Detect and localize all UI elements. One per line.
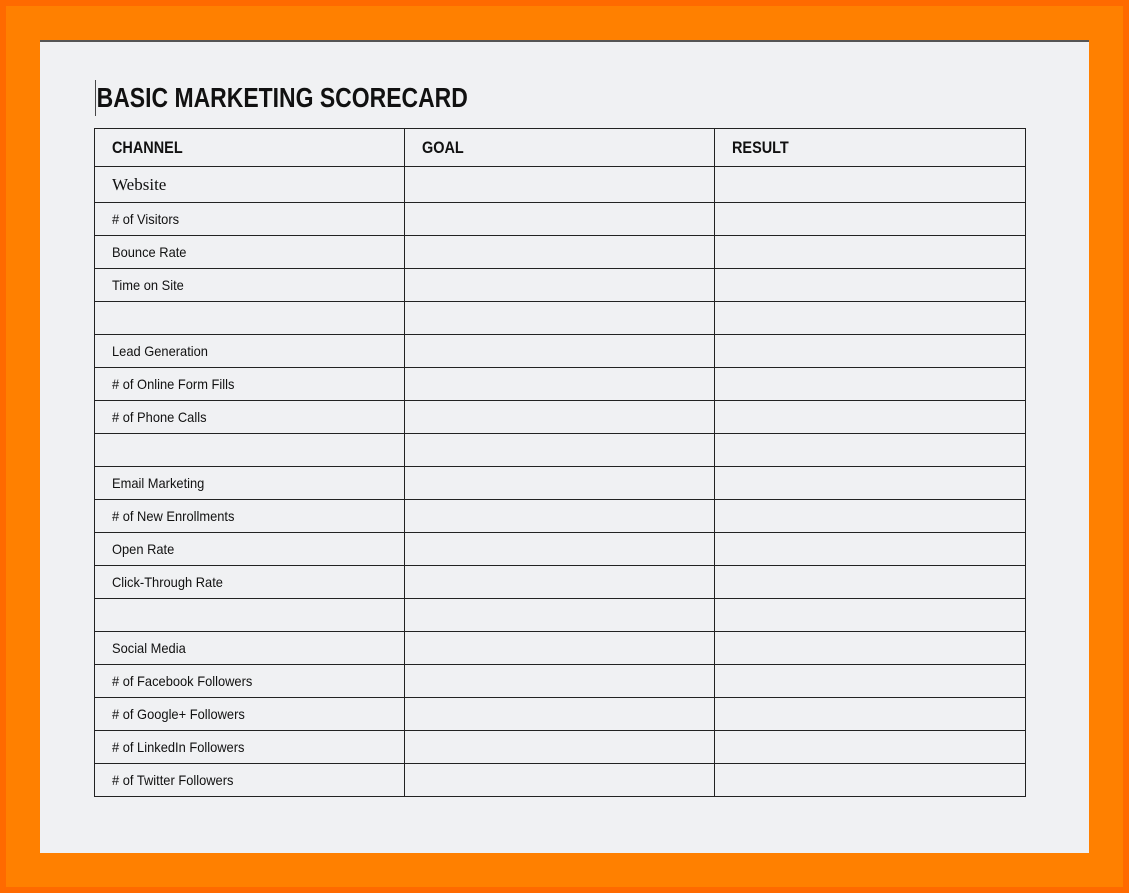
table-row bbox=[95, 599, 1026, 632]
table-row bbox=[95, 368, 1026, 401]
channel-cell bbox=[95, 599, 405, 632]
goal-cell[interactable] bbox=[405, 302, 715, 335]
result-cell[interactable] bbox=[715, 167, 1026, 203]
channel-cell bbox=[95, 167, 405, 203]
scorecard-table bbox=[94, 128, 1026, 797]
channel-text: # of New Enrollments bbox=[112, 508, 235, 524]
channel-cell bbox=[95, 698, 405, 731]
table-row bbox=[95, 566, 1026, 599]
result-cell[interactable] bbox=[715, 434, 1026, 467]
channel-text: Time on Site bbox=[112, 277, 184, 293]
channel-cell bbox=[95, 368, 405, 401]
channel-text: Lead Generation bbox=[112, 343, 208, 359]
table-row bbox=[95, 236, 1026, 269]
goal-cell[interactable] bbox=[405, 203, 715, 236]
goal-cell[interactable] bbox=[405, 698, 715, 731]
goal-cell[interactable] bbox=[405, 533, 715, 566]
result-cell[interactable] bbox=[715, 368, 1026, 401]
result-cell[interactable] bbox=[715, 500, 1026, 533]
channel-cell bbox=[95, 566, 405, 599]
channel-cell bbox=[95, 764, 405, 797]
channel-cell bbox=[95, 731, 405, 764]
result-cell[interactable] bbox=[715, 236, 1026, 269]
result-cell[interactable] bbox=[715, 401, 1026, 434]
goal-cell[interactable] bbox=[405, 467, 715, 500]
table-row bbox=[95, 533, 1026, 566]
result-cell[interactable] bbox=[715, 302, 1026, 335]
result-cell[interactable] bbox=[715, 632, 1026, 665]
table-row bbox=[95, 665, 1026, 698]
table-row bbox=[95, 167, 1026, 203]
table-row bbox=[95, 302, 1026, 335]
result-cell[interactable] bbox=[715, 764, 1026, 797]
goal-cell[interactable] bbox=[405, 167, 715, 203]
channel-cell bbox=[95, 203, 405, 236]
result-cell[interactable] bbox=[715, 467, 1026, 500]
goal-cell[interactable] bbox=[405, 764, 715, 797]
channel-text: Website bbox=[112, 174, 167, 194]
table-row bbox=[95, 731, 1026, 764]
channel-cell bbox=[95, 500, 405, 533]
table-row bbox=[95, 500, 1026, 533]
goal-cell[interactable] bbox=[405, 566, 715, 599]
goal-cell[interactable] bbox=[405, 632, 715, 665]
channel-text: # of Twitter Followers bbox=[112, 772, 234, 788]
result-cell[interactable] bbox=[715, 731, 1026, 764]
channel-cell bbox=[95, 467, 405, 500]
channel-text: # of Google+ Followers bbox=[112, 706, 245, 722]
column-header-goal: GOAL bbox=[405, 129, 715, 167]
channel-text: Open Rate bbox=[112, 541, 175, 557]
goal-cell[interactable] bbox=[405, 269, 715, 302]
goal-cell[interactable] bbox=[405, 401, 715, 434]
result-cell[interactable] bbox=[715, 269, 1026, 302]
goal-cell[interactable] bbox=[405, 335, 715, 368]
result-cell[interactable] bbox=[715, 335, 1026, 368]
result-cell[interactable] bbox=[715, 665, 1026, 698]
table-row bbox=[95, 203, 1026, 236]
column-header-channel: CHANNEL bbox=[95, 129, 405, 167]
channel-cell bbox=[95, 533, 405, 566]
table-row bbox=[95, 467, 1026, 500]
goal-cell[interactable] bbox=[405, 368, 715, 401]
channel-text: # of Facebook Followers bbox=[112, 673, 253, 689]
channel-text: Email Marketing bbox=[112, 475, 205, 491]
goal-cell[interactable] bbox=[405, 665, 715, 698]
table-row bbox=[95, 698, 1026, 731]
column-header-result: RESULT bbox=[715, 129, 1026, 167]
goal-cell[interactable] bbox=[405, 500, 715, 533]
result-cell[interactable] bbox=[715, 698, 1026, 731]
scorecard-sheet bbox=[40, 40, 1089, 853]
channel-cell bbox=[95, 335, 405, 368]
result-cell[interactable] bbox=[715, 533, 1026, 566]
goal-cell[interactable] bbox=[405, 434, 715, 467]
result-cell[interactable] bbox=[715, 203, 1026, 236]
channel-cell bbox=[95, 632, 405, 665]
table-row bbox=[95, 269, 1026, 302]
goal-cell[interactable] bbox=[405, 236, 715, 269]
channel-text: # of LinkedIn Followers bbox=[112, 739, 245, 755]
channel-text: # of Visitors bbox=[112, 211, 180, 227]
channel-cell bbox=[95, 665, 405, 698]
channel-text: # of Online Form Fills bbox=[112, 376, 235, 392]
table-header-row bbox=[95, 129, 1026, 167]
channel-cell bbox=[95, 236, 405, 269]
page-title: BASIC MARKETING SCORECARD bbox=[95, 80, 468, 116]
table-row bbox=[95, 335, 1026, 368]
channel-cell bbox=[95, 401, 405, 434]
table-row bbox=[95, 764, 1026, 797]
result-cell[interactable] bbox=[715, 599, 1026, 632]
table-row bbox=[95, 401, 1026, 434]
goal-cell[interactable] bbox=[405, 731, 715, 764]
channel-cell bbox=[95, 434, 405, 467]
channel-text: Bounce Rate bbox=[112, 244, 187, 260]
goal-cell[interactable] bbox=[405, 599, 715, 632]
table-row bbox=[95, 632, 1026, 665]
table-row bbox=[95, 434, 1026, 467]
result-cell[interactable] bbox=[715, 566, 1026, 599]
channel-text: Social Media bbox=[112, 640, 186, 656]
channel-text: # of Phone Calls bbox=[112, 409, 207, 425]
scorecard-rows bbox=[95, 167, 1026, 797]
channel-text: Click-Through Rate bbox=[112, 574, 223, 590]
channel-cell bbox=[95, 302, 405, 335]
channel-cell bbox=[95, 269, 405, 302]
